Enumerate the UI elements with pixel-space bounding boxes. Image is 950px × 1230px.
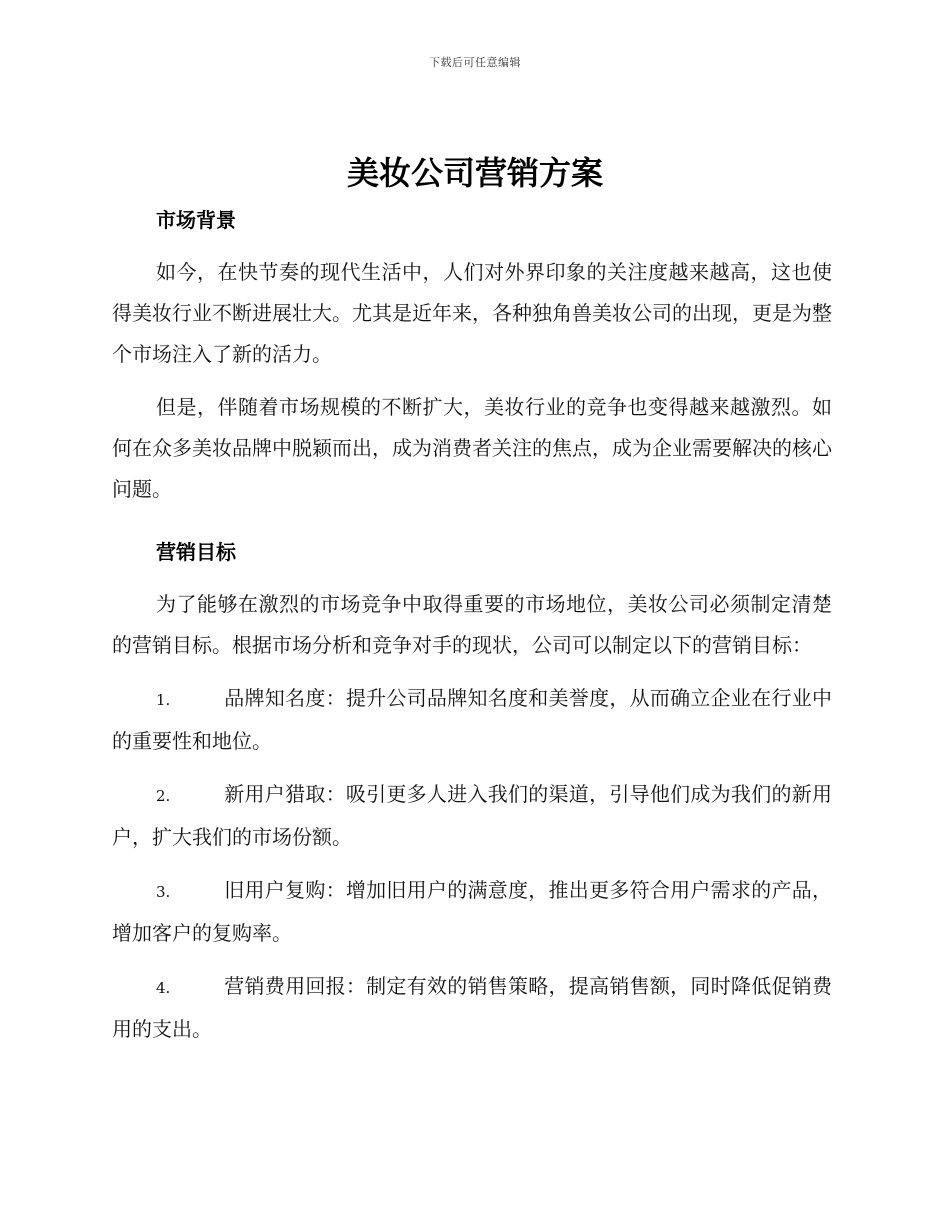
- paragraph: 为了能够在激烈的市场竞争中取得重要的市场地位，美妆公司必须制定清楚的营销目标。根据市场分析和竞争对手的现状，公司可以制定以下的营销目标：: [112, 592, 832, 657]
- document-body: [112, 200, 832, 1050]
- goals-list: [112, 678, 832, 1050]
- list-item-number: 3.: [156, 883, 171, 901]
- list-item: [112, 678, 832, 762]
- list-item-number: 4.: [156, 979, 171, 997]
- header-note: 下载后可任意编辑: [429, 56, 521, 69]
- section-marketing-goals: [112, 532, 832, 1050]
- list-item-text: 旧用户复购：增加旧用户的满意度，推出更多符合用户需求的产品，增加客户的复购率。: [112, 878, 832, 945]
- document-title: 美妆公司营销方案: [346, 154, 603, 192]
- section-heading: 市场背景: [156, 208, 236, 232]
- section-market-background: [112, 200, 832, 510]
- paragraph: 如今，在快节奏的现代生活中，人们对外界印象的关注度越来越高，这也使得美妆行业不断进展壮大。尤其是近年来，各种独角兽美妆公司的出现，更是为整个市场注入了新的活力。: [112, 260, 832, 366]
- list-item-number: 2.: [156, 787, 171, 805]
- list-item: [112, 774, 832, 858]
- list-item: [112, 870, 832, 954]
- paragraph: 但是，伴随着市场规模的不断扩大，美妆行业的竞争也变得越来越激烈。如何在众多美妆品牌中脱颖而出，成为消费者关注的焦点，成为企业需要解决的核心问题。: [112, 395, 832, 501]
- section-spacer: [112, 510, 832, 532]
- list-item-number: 1.: [156, 691, 171, 709]
- list-item-text: 品牌知名度：提升公司品牌知名度和美誉度，从而确立企业在行业中的重要性和地位。: [112, 686, 832, 753]
- list-item-text: 新用户猎取：吸引更多人进入我们的渠道，引导他们成为我们的新用户，扩大我们的市场份额。: [112, 782, 832, 849]
- list-item-text: 营销费用回报：制定有效的销售策略，提高销售额，同时降低促销费用的支出。: [112, 974, 832, 1041]
- list-item: [112, 966, 832, 1050]
- section-heading: 营销目标: [156, 540, 236, 564]
